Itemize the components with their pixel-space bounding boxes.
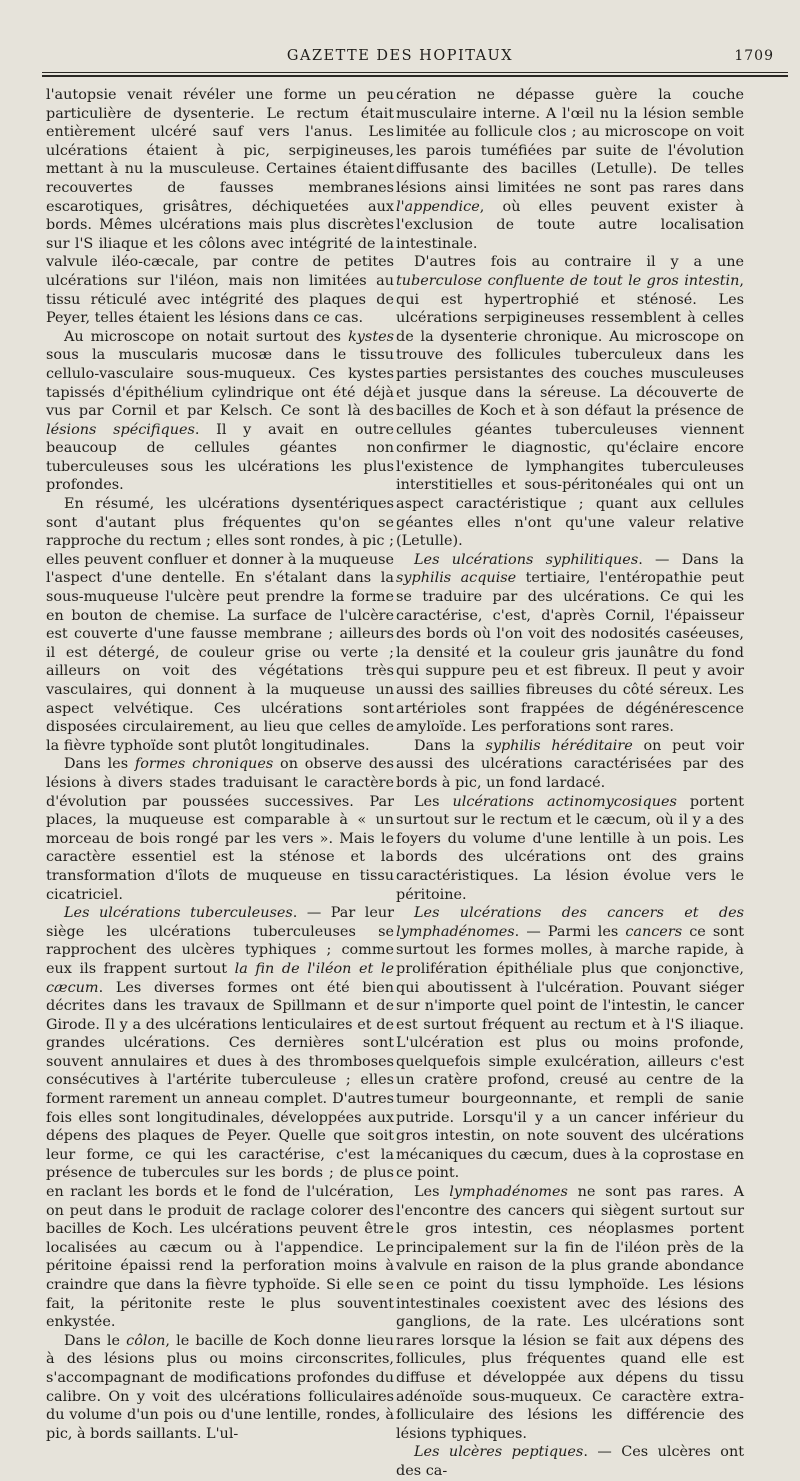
paragraph: Les ulcères peptiques. — Ces ulcères ont des ca- [396, 1444, 744, 1479]
italic-term: côlon [126, 1332, 166, 1349]
section-heading: Les ulcérations syphilitiques [414, 551, 639, 568]
italic-term: formes chroniques [134, 756, 274, 773]
italic-term: l'appendice [396, 198, 480, 215]
page-header [0, 48, 800, 68]
right-column [396, 86, 745, 1479]
paragraph: Dans le côlon, le bacille de Koch donne lieu à des lésions plus ou moins circonscrites, s'accompagnant de modifications profondes du calibre. On y voit des ulcérations folliculaires du volume d'un pois ou d'une lentille, rondes, à pic, à bords saillants. L'ul- [46, 1332, 394, 1442]
italic-term: lésions spécifiques [46, 421, 195, 438]
page-number: 1709 [734, 48, 774, 64]
italic-term: cancers [625, 923, 683, 940]
header-rule-thick [42, 75, 788, 77]
paragraph: Les ulcérations des cancers et des lymphadénomes. — Parmi les cancers ce sont surtout les formes molles, à marche rapide, à prolifération épithéliale plus que conjonctive, qui aboutissent à l'ulcération. Pouvant siéger sur n'importe quel point de l'intestin, le cancer est surtout fréquent au rectum et à l'S iliaque. L'ulcération est plus ou moins profonde, quelquefois simple exulcération, ailleurs c'est un cratère profond, creusé au centre de la tumeur bourgeonnante, et rempli de sanie putride. Lorsqu'il y a un cancer inférieur du gros intestin, on note souvent des ulcérations mécaniques du cæcum, dues à la coprostase en ce point. [396, 905, 745, 1182]
paragraph: Au microscope on notait surtout des kystes sous la muscularis mucosæ dans le tissu cellulo-vasculaire sous-muqueux. Ces kystes tapissés d'épithélium cylindrique ont été déjà vus par Cornil et par Kelsch. Ce sont là des lésions spécifiques. Il y avait en outre beaucoup de cellules géantes non tuberculeuses sous les ulcérations les plus profondes. [46, 328, 394, 494]
italic-term: syphilis héréditaire [485, 737, 633, 754]
italic-term: syphilis acquise [396, 570, 517, 587]
paragraph: cération ne dépasse guère la couche musculaire interne. A l'œil nu la lésion semble limitée au follicule clos ; au microscope on voit les parois tuméfiées par suite de l'évolution diffusante des bacilles (Letulle). De telles lésions ainsi limitées ne sont pas rares dans l'appendice, où elles peuvent exister à l'exclusion de toute autre localisation intestinale. [396, 87, 744, 252]
italic-term: ulcérations actinomycosiques [452, 793, 677, 810]
paragraph: Les ulcérations tuberculeuses. — Par leur siège les ulcérations tuberculeuses se rapprochent des ulcères typhiques ; comme eux ils frappent surtout la fin de l'iléon et le cæcum. Les diverses formes ont été bien décrites dans les travaux de Spillmann et de Girode. Il y a des ulcérations lenticulaires et de grandes ulcérations. Ces dernières sont souvent annulaires et dues à des thromboses consécutives à l'artérite tuberculeuse ; elles forment rarement un anneau complet. D'autres fois elles sont longitudinales, développées aux dépens des plaques de Peyer. Quelle que soit leur forme, ce qui les caractérise, c'est la présence de tubercules sur les bords ; de plus en raclant les bords et le fond de l'ulcération, on peut dans le produit de raclage colorer des bacilles de Koch. Les ulcérations peuvent être localisées au cæcum ou à l'appendice. Le péritoine épaissi rend la perforation moins à craindre que dans la fièvre typhoïde. Si elle se fait, la péritonite reste le plus souvent enkystée. [46, 905, 395, 1331]
paragraph: Les lymphadénomes ne sont pas rares. A l'encontre des cancers qui siègent surtout sur le gros intestin, ces néoplasmes portent principalement sur la fin de l'iléon près de la valvule en raison de la plus grande abondance en ce point du tissu lymphoïde. Les lésions intestinales coexistent avec des lésions des ganglions, de la rate. Les ulcérations sont rares lorsque la lésion se fait aux dépens des follicules, plus fréquentes quand elle est diffuse et développée aux dépens du tissu adénoïde sous-muqueux. Ce caractère extra-folliculaire des lésions les différencie des lésions typhiques. [396, 1184, 744, 1442]
italic-term: tuberculose confluente de tout le gros intestin [396, 272, 740, 289]
section-heading: Les ulcérations des cancers et des lymphadénomes [396, 905, 744, 940]
paragraph: Les ulcérations syphilitiques. — Dans la syphilis acquise tertiaire, l'entéropathie peut se traduire par des ulcérations. Ce qui les caractérise, c'est, d'après Cornil, l'épaisseur des bords où l'on voit des nodosités caséeuses, la densité et la couleur gris jaunâtre du fond qui suppure peu et est fibreux. Il peut y avoir aussi des saillies fibreuses du côté séreux. Les artérioles sont frappées de dégénérescence amyloïde. Les perforations sont rares. [396, 551, 744, 736]
paragraph: Dans les formes chroniques on observe des lésions à divers stades traduisant le caractère d'évolution par poussées successives. Par places, la muqueuse est comparable à « un morceau de bois rongé par les vers ». Mais le caractère essentiel est la sténose et la transformation d'îlots de muqueuse en tissu cicatriciel. [46, 756, 394, 903]
section-heading: Les ulcérations tuberculeuses [64, 905, 293, 922]
italic-term: kystes [348, 328, 394, 345]
section-heading: Les ulcères peptiques [414, 1444, 584, 1461]
paragraph: Dans la syphilis héréditaire on peut voir aussi des ulcérations caractérisées par des bords à pic, un fond lardacé. [396, 737, 744, 791]
header-rule-thin [42, 72, 788, 73]
left-column [46, 86, 395, 1442]
paragraph: l'autopsie venait révéler une forme un peu particulière de dysenterie. Le rectum était entièrement ulcéré sauf vers l'anus. Les ulcérations étaient à pic, serpigineuses, mettant à nu la musculeuse. Certaines étaient recouvertes de fausses membranes escarotiques, grisâtres, déchiquetées aux bords. Mêmes ulcérations mais plus discrètes sur l'S iliaque et les côlons avec intégrité de la valvule iléo-cæcale, par contre de petites ulcérations sur l'iléon, mais non limitées au tissu réticulé avec intégrité des plaques de Peyer, telles étaient les lésions dans ce cas. [46, 87, 394, 327]
journal-title: GAZETTE DES HOPITAUX [286, 48, 514, 64]
paragraph: En résumé, les ulcérations dysentériques sont d'autant plus fréquentes qu'on se rapproche du rectum ; elles sont rondes, à pic ; elles peuvent confluer et donner à la muqueuse l'aspect d'une dentelle. En s'étalant dans la sous-muqueuse l'ulcère peut prendre la forme en bouton de chemise. La surface de l'ulcère est couverte d'une fausse membrane ; ailleurs il est détergé, de couleur grise ou verte ; ailleurs on voit des végétations très vasculaires, qui donnent à la muqueuse un aspect velvétique. Ces ulcérations sont disposées circulairement, au lieu que celles de la fièvre typhoïde sont plutôt longitudinales. [46, 496, 394, 754]
italic-term: la fin de l'iléon et le cæcum [46, 960, 394, 996]
paragraph: D'autres fois au contraire il y a une tuberculose confluente de tout le gros intestin, qui est hypertrophié et sténosé. Les ulcérations serpigineuses ressemblent à celles de la dysenterie chronique. Au microscope on trouve des follicules tuberculeux dans les parties persistantes des couches musculeuses et jusque dans la séreuse. La découverte de bacilles de Koch et à son défaut la présence de cellules géantes tuberculeuses viennent confirmer le diagnostic, qu'éclaire encore l'existence de lymphangites tuberculeuses interstitielles et sous-péritonéales qui ont un aspect caractéristique ; quant aux cellules géantes elles n'ont qu'une valeur relative (Letulle). [396, 254, 744, 550]
paragraph: Les ulcérations actinomycosiques portent surtout sur le rectum et le cæcum, où il y a des foyers du volume d'une lentille à un pois. Les bords des ulcérations ont des grains caractéristiques. La lésion évolue vers le péritoine. [396, 793, 744, 903]
italic-term: lymphadénomes [449, 1184, 568, 1201]
